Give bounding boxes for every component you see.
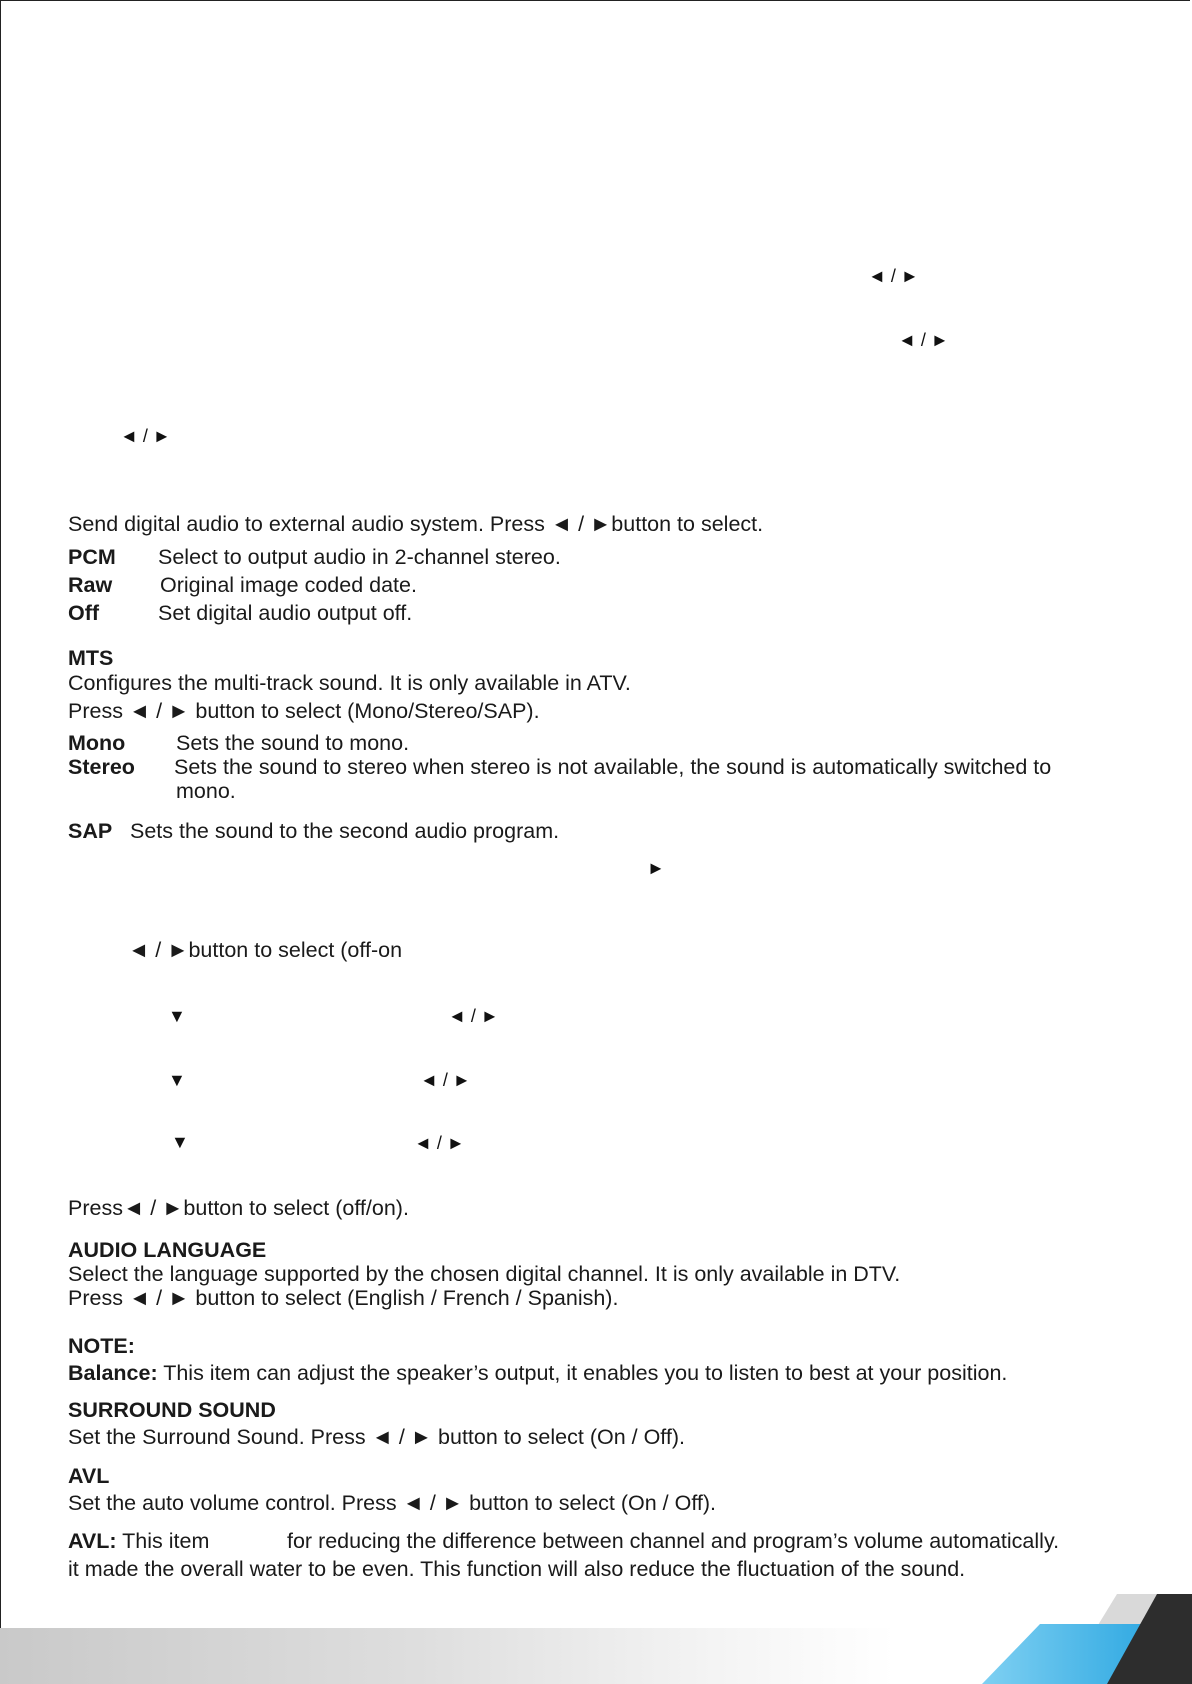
option-label: Off [68,601,100,625]
mts-sap [68,818,559,844]
option-desc: Sets the sound to stereo when stereo is not available, the sound is automatically switched to [174,755,1052,779]
spdif-option-off [68,600,412,626]
avl-note-label-line [68,1528,209,1554]
mts-line2: Press ◄ / ► button to select (Mono/Stereo/SAP). [68,699,540,723]
avl-note-b: for reducing the difference between channel and program’s volume automatically. [287,1529,1060,1553]
option-desc: Sets the sound to the second audio program. [130,819,560,843]
spdif-option-pcm [68,544,561,570]
balance-text: This item can adjust the speaker’s output, it enables you to listen to best at your position. [157,1361,1008,1385]
mts-line1: Configures the multi-track sound. It is only available in ATV. [68,671,631,695]
arrow-left-right-icon: ◄ / ► [448,1006,499,1026]
surround-line: Set the Surround Sound. Press ◄ / ► button to select (On / Off). [68,1425,685,1449]
arrow-down-icon: ▼ [171,1132,189,1152]
avl-note-line2: it made the overall water to be even. This function will also reduce the fluctuation of the sound. [68,1557,966,1581]
option-label: PCM [68,545,116,569]
audio-language-heading: AUDIO LANGUAGE [68,1238,267,1262]
press-offon: Press◄ / ►button to select (off/on). [68,1196,409,1220]
mts-mono [68,730,409,756]
avl-note-label: AVL: [68,1529,117,1553]
footer-corner-decoration [952,1594,1192,1684]
note-heading: NOTE: [68,1334,135,1358]
arrow-left-right-icon: ◄ / ► [420,1070,471,1090]
arrow-left-right-icon: ◄ / ► [120,426,171,446]
option-desc: Set digital audio output off. [158,601,413,625]
balance-label: Balance: [68,1361,158,1385]
mts-heading: MTS [68,646,114,670]
option-label: SAP [68,819,113,843]
arrow-down-icon: ▼ [168,1006,186,1026]
arrow-right-icon: ► [647,858,665,878]
audio-language-line2: Press ◄ / ► button to select (English / French / Spanish). [68,1286,619,1310]
arrow-left-right-icon: ◄ / ► [868,266,919,286]
option-desc: Select to output audio in 2-channel stereo. [158,545,561,569]
note-balance [68,1360,1007,1386]
avl-line: Set the auto volume control. Press ◄ / ► button to select (On / Off). [68,1491,717,1515]
option-label: Mono [68,731,126,755]
option-desc: Sets the sound to mono. [176,731,410,755]
mts-stereo [68,754,1051,780]
audio-language-line1: Select the language supported by the chosen digital channel. It is only available in DTV. [68,1262,901,1286]
spdif-intro: Send digital audio to external audio system. Press ◄ / ►button to select. [68,512,764,536]
avl-heading: AVL [68,1464,110,1488]
option-desc: Original image coded date. [160,573,417,597]
arrow-left-right-icon: ◄ / ► [898,330,949,350]
option-label: Raw [68,573,113,597]
offon-line: ◄ / ►button to select (off-on [128,938,403,962]
arrow-down-icon: ▼ [168,1070,186,1090]
option-label: Stereo [68,755,135,779]
spdif-option-raw [68,572,417,598]
arrow-left-right-icon: ◄ / ► [414,1133,465,1153]
mts-stereo-cont: mono. [176,779,236,803]
avl-note-a: This item [116,1529,210,1553]
surround-heading: SURROUND SOUND [68,1398,276,1422]
